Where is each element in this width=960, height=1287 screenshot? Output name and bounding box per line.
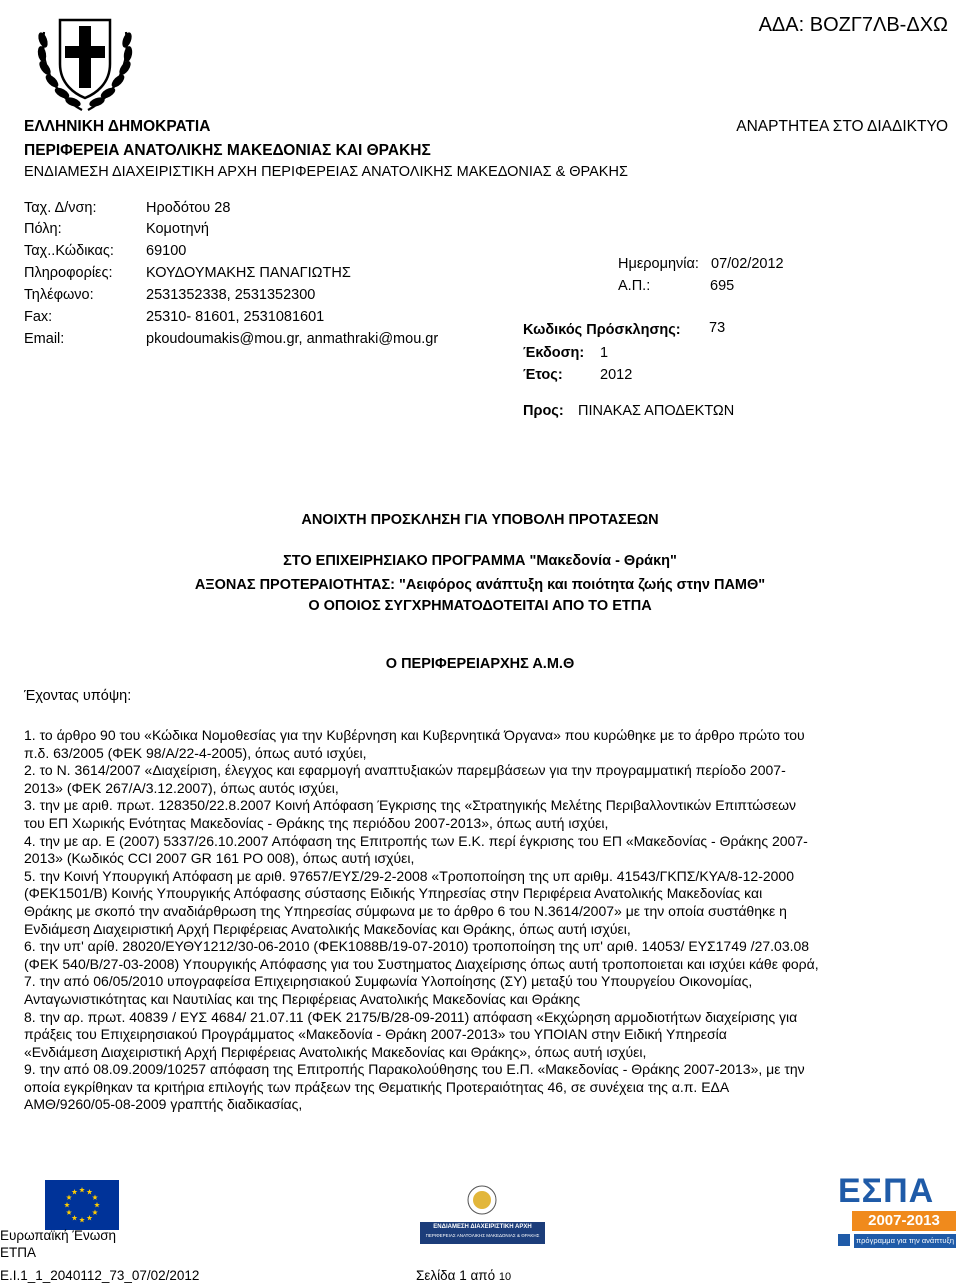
protocol-value: 695	[710, 278, 735, 294]
body-line: «Ενδιάμεση Διαχειριστική Αρχή Περιφέρειας Ανατολικής Μακεδονίας και Θράκης», όπως αυτή ισχύει,	[24, 1043, 647, 1060]
recipient-value: ΠΙΝΑΚΑΣ ΑΠΟΔΕΚΤΩΝ	[578, 403, 735, 419]
body-line: 3. την με αριθ. πρωτ. 128350/22.8.2007 Κοινή Απόφαση Έγκρισης της «Στρατηγικής Μελέτης Περιβαλλοντικών Επιπτώσεων	[24, 797, 797, 814]
body-line: (ΦΕΚ 540/Β/27-03-2008) Υπουργικής Απόφασης για του Συστηματος Διαχείρισης όπως αυτή τροποποιεται και ισχύει κάθε φορά,	[24, 955, 819, 972]
header-line-3: ΕΝΔΙΑΜΕΣΗ ΔΙΑΧΕΙΡΙΣΤΙΚΗ ΑΡΧΗ ΠΕΡΙΦΕΡΕΙΑΣ ΑΝΑΤΟΛΙΚΗΣ ΜΑΚΕΔΟΝΙΑΣ & ΘΡΑΚΗΣ	[24, 164, 628, 180]
contact-label: Ταχ..Κώδικας:	[24, 243, 114, 259]
body-line: 2013» (Κωδικός CCI 2007 GR 161 PO 008), όπως αυτή ισχύει,	[24, 850, 415, 867]
managing-authority-logo	[420, 1180, 545, 1250]
contact-label: Email:	[24, 331, 65, 347]
contact-value: Κομοτηνή	[146, 221, 209, 237]
title-line-1: ΑΝΟΙΧΤΗ ΠΡΟΣΚΛΗΣΗ ΓΙΑ ΥΠΟΒΟΛΗ ΠΡΟΤΑΣΕΩΝ	[301, 512, 659, 528]
date-value: 07/02/2012	[711, 256, 784, 272]
body-line: Ενδιάμεση Διαχειριστική Αρχή Περιφέρειας Ανατολικής Μακεδονίας και Θράκης, όπως αυτή ισχύει,	[24, 920, 631, 937]
page-total: 10	[498, 1271, 512, 1283]
body-line: πράξεις του Επιχειρησιακού Προγράμματος «Μακεδονία - Θράκη 2007-2013» του ΥΠΟΙΑΝ στην Ειδική Υπηρεσία	[24, 1026, 727, 1043]
invitation-code-label: Κωδικός Πρόσκλησης:	[523, 322, 681, 338]
body-line: 7. την από 06/05/2010 υπογραφείσα Επιχειρησιακού Συμφωνία Υλοποίησης (ΣΥ) μεταξύ του Υπουργείου Οικονομίας,	[24, 973, 753, 990]
regional-governor-title: Ο ΠΕΡΙΦΕΡΕΙΑΡΧΗΣ Α.Μ.Θ	[385, 656, 575, 672]
eu-flag-icon	[45, 1180, 119, 1230]
body-line: π.δ. 63/2005 (ΦΕΚ 98/Α/22-4-2005), όπως αυτό ισχύει,	[24, 744, 367, 761]
logo-text: ΕΝΔΙΑΜΕΣΗ ΔΙΑΧΕΙΡΙΣΤΙΚΗ ΑΡΧΗ	[433, 1224, 532, 1230]
title-line-4: Ο ΟΠΟΙΟΣ ΣΥΓΧΡΗΜΑΤΟΔΟΤΕΙΤΑΙ ΑΠΟ ΤΟ ΕΤΠΑ	[308, 598, 652, 614]
page-of: από	[470, 1268, 496, 1283]
year-value: 2012	[600, 367, 633, 383]
contact-label: Fax:	[24, 309, 53, 325]
contact-label: Πόλη:	[24, 221, 62, 237]
contact-value: ΚΟΥΔΟΥΜΑΚΗΣ ΠΑΝΑΓΙΩΤΗΣ	[146, 265, 351, 281]
contact-label: Πληροφορίες:	[24, 265, 113, 281]
body-line: 4. την με αρ. Ε (2007) 5337/26.10.2007 Απόφαση της Επιτροπής των Ε.Κ. περί έγκρισης του ΕΠ «Μακεδονίας - Θράκης 2007-	[24, 832, 808, 849]
body-line: οποία εγκρίθηκαν τα κριτήρια επιλογής των πράξεων της Θεματικής Προτεραιότητας 46, σε συνέχεια της α.π. ΕΔΑ	[24, 1078, 730, 1095]
greek-emblem	[30, 2, 140, 117]
body-line: Ανταγωνιστικότητας και Ναυτιλίας και της Περιφέρειας Ανατολικής Μακεδονίας και Θράκης	[24, 990, 581, 1007]
body-line: 6. την υπ' αρίθ. 28020/ΕΥΘΥ1212/30-06-2010 (ΦΕΚ1088Β/19-07-2010) τροποποίηση της υπ' αριθ. 14053/ ΕΥΣ1749 /27.03.08	[24, 938, 810, 955]
body-line: (ΦΕΚ1501/Β) Κοινής Υπουργικής Απόφασης σύστασης Ειδικής Υπηρεσίας στην Περιφέρεια Ανατολικής Μακεδονίας και	[24, 885, 763, 902]
contact-value: 25310- 81601, 2531081601	[146, 309, 325, 325]
header-line-1: ΕΛΛΗΝΙΚΗ ΔΗΜΟΚΡΑΤΙΑ	[24, 118, 211, 135]
body-line: 1. το άρθρο 90 του «Κώδικα Νομοθεσίας για την Κυβέρνηση και Κυβερνητικά Όργανα» που κυρώθηκε με το άρθρο πρώτο του	[24, 727, 805, 743]
ada-code: ΑΔΑ: ΒΟΖΓ7ΛΒ-ΔΧΩ	[758, 14, 948, 36]
contact-label: Τηλέφωνο:	[24, 287, 94, 303]
body-line: 2013» (ΦΕΚ 267/Α/3.12.2007), όπως αυτός ισχύει,	[24, 779, 339, 796]
issue-value: 1	[600, 345, 609, 361]
document-reference: Ε.Ι.1_1_2040112_73_07/02/2012	[0, 1268, 200, 1283]
page-current: 1	[459, 1268, 467, 1283]
contact-value: 2531352338, 2531352300	[146, 287, 316, 303]
recipient-label: Προς:	[523, 403, 564, 419]
invitation-code-value: 73	[709, 320, 726, 336]
espa-slogan: πρόγραμμα για την ανάπτυξη	[854, 1234, 956, 1248]
considering-label: Έχοντας υπόψη:	[24, 688, 132, 704]
email-value[interactable]: pkoudoumakis@mou.gr, anmathraki@mou.gr	[146, 331, 439, 347]
body-line: 9. την από 08.09.2009/10257 απόφαση της Επιτροπής Παρακολούθησης του Ε.Π. «Μακεδονίας - Θράκης 2007-2013», με την	[24, 1061, 805, 1078]
erdf-label: ΕΤΠΑ	[0, 1245, 37, 1260]
body-line: 5. την Κοινή Υπουργική Απόφαση με αριθ. 97657/ΕΥΣ/29-2-2008 «Τροποποίηση της υπ αριθμ. 41543/ΓΚΠΣ/ΚΥΑ/8-12-2000	[24, 867, 795, 884]
header-line-2: ΠΕΡΙΦΕΡΕΙΑ ΑΝΑΤΟΛΙΚΗΣ ΜΑΚΕΔΟΝΙΑΣ ΚΑΙ ΘΡΑΚΗΣ	[24, 142, 431, 159]
espa-square-icon	[838, 1234, 850, 1246]
contact-label: Ταχ. Δ/νση:	[24, 200, 97, 216]
eu-label: Ευρωπαϊκή Ένωση	[0, 1228, 117, 1243]
date-label: Ημερομηνία:	[618, 256, 699, 272]
issue-label: Έκδοση:	[523, 345, 585, 361]
considerations-list	[24, 727, 819, 1114]
espa-logo	[838, 1172, 956, 1254]
year-label: Έτος:	[523, 367, 563, 383]
page-label: Σελίδα	[416, 1268, 456, 1283]
posting-notice: ΑΝΑΡΤΗΤΕΑ ΣΤΟ ΔΙΑΔΙΚΤΥΟ	[736, 118, 948, 135]
body-line: του ΕΠ Χωρικής Ενότητας Μακεδονίας - Θράκης της περιόδου 2007-2013», όπως αυτή ισχύει,	[24, 814, 609, 831]
body-line: Θράκης με σκοπό την αναδιάρθρωση της Υπηρεσίας σύμφωνα με το άρθρο 6 του Ν.3614/2007» με την οποία συστάθηκε η	[24, 902, 787, 919]
espa-wordmark: ΕΣΠΑ	[838, 1172, 935, 1210]
page-number	[416, 1268, 511, 1283]
body-line: ΑΜΘ/9260/05-08-2009 γραπτής διαδικασίας,	[24, 1096, 303, 1113]
title-line-3: ΑΞΟΝΑΣ ΠΡΟΤΕΡΑΙΟΤΗΤΑΣ: "Αειφόρος ανάπτυξη και ποιότητα ζωής στην ΠΑΜΘ"	[194, 577, 766, 593]
body-line: 2. το Ν. 3614/2007 «Διαχείριση, έλεγχος και εφαρμογή αναπτυξιακών παρεμβάσεων για την προγραμματική περίοδο 2007-	[24, 762, 786, 779]
contact-value: Ηροδότου 28	[146, 200, 231, 216]
logo-subtext: ΠΕΡΙΦΕΡΕΙΑΣ ΑΝΑΤΟΛΙΚΗΣ ΜΑΚΕΔΟΝΙΑΣ & ΘΡΑΚΗΣ	[425, 1233, 540, 1238]
protocol-label: Α.Π.:	[618, 278, 651, 294]
espa-years: 2007-2013	[852, 1211, 956, 1231]
title-line-2: ΣΤΟ ΕΠΙΧΕΙΡΗΣΙΑΚΟ ΠΡΟΓΡΑΜΜΑ "Μακεδονία - Θράκη"	[283, 553, 677, 569]
body-line: 8. την αρ. πρωτ. 40839 / ΕΥΣ 4684/ 21.07.11 (ΦΕΚ 2175/Β/28-09-2011) απόφαση «Εκχώρηση αρμοδιοτήτων διαχείρισης για	[24, 1008, 798, 1025]
contact-value: 69100	[146, 243, 187, 259]
